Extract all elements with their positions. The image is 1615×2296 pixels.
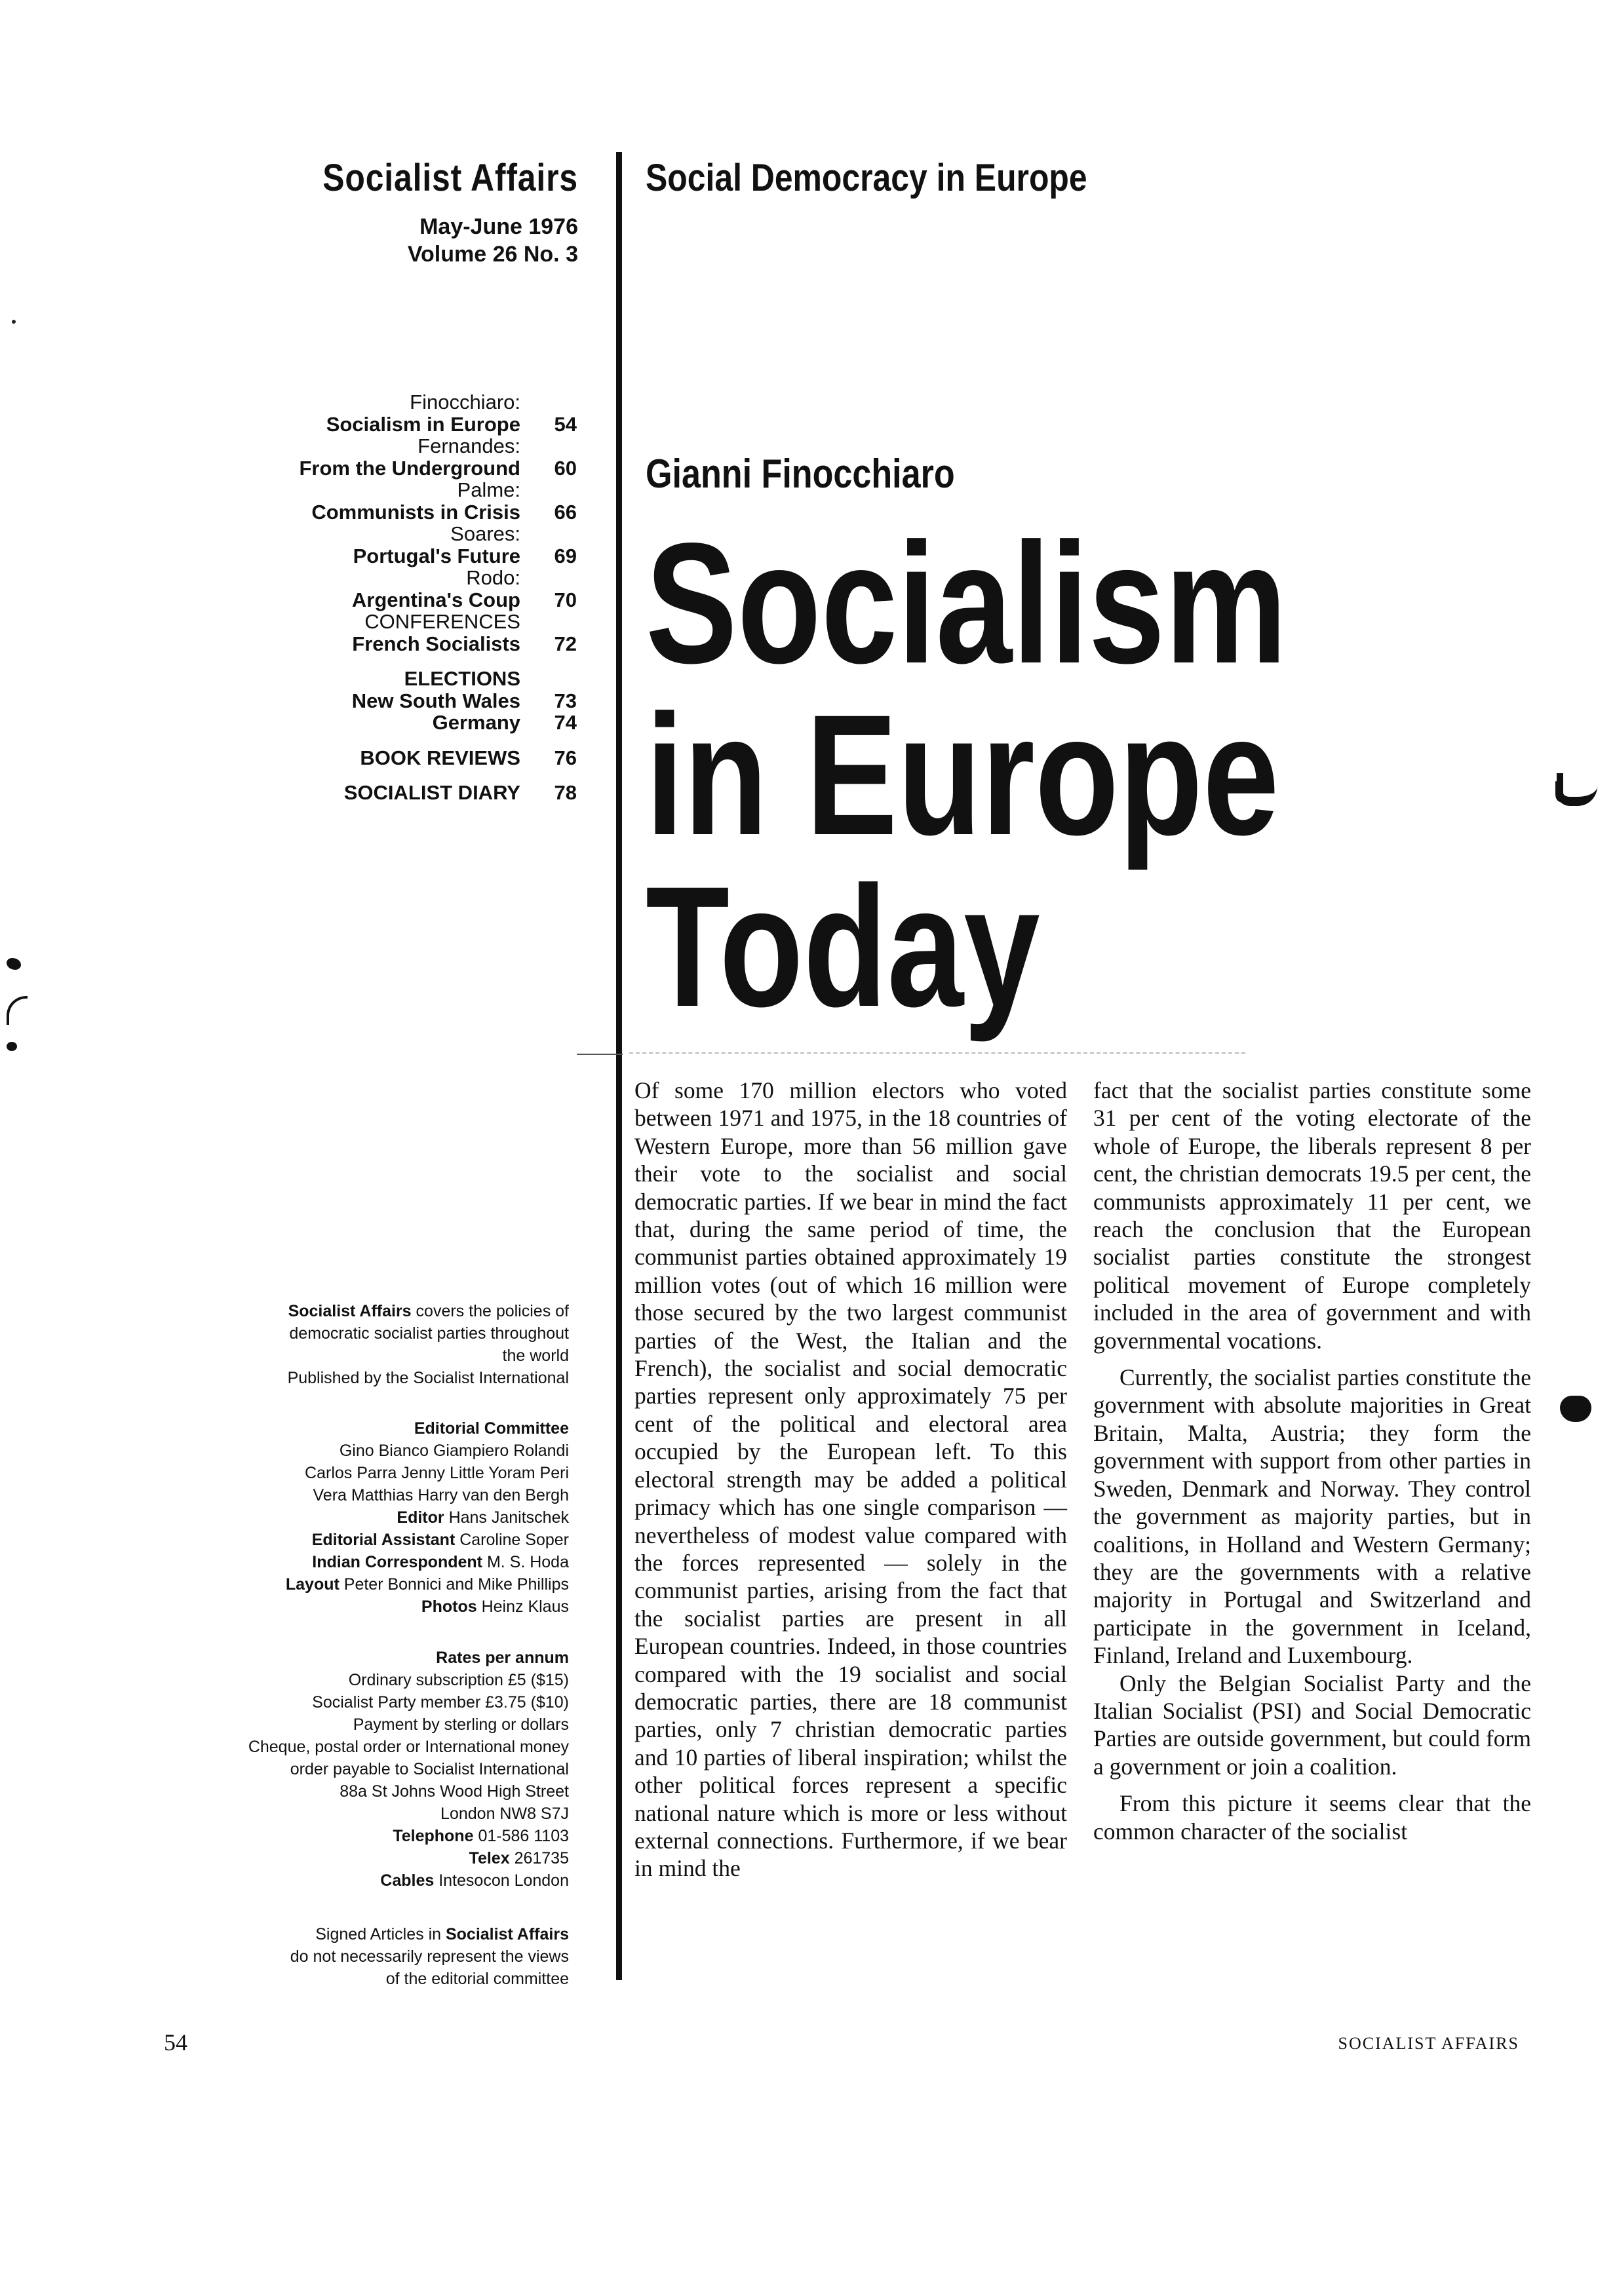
toc-entry[interactable]: Communists in Crisis 66	[311, 500, 577, 524]
toc-entry[interactable]: From the Underground 60	[299, 456, 577, 480]
toc-author: Rodo:	[466, 566, 520, 589]
paragraph: fact that the socialist parties constitute some 31 per cent of the voting electorate of the whole of Europe, the liberals represent 8 per cent, the christian democrats 19.5 per cent, the communists approximately 11 per cent, we reach the conclusion that the European socialist parties constitute the strongest political movement of Europe completely included in the area of government and with governmental vocations.	[1093, 1077, 1531, 1354]
article-column-1	[634, 1077, 1067, 1883]
article-headline	[646, 507, 1287, 1043]
running-head: SOCIALIST AFFAIRS	[1338, 2034, 1519, 2053]
imprint-about: Socialist Affairs covers the policies of democratic socialist parties throughout the world Published by the Socialist International	[287, 1302, 569, 1387]
toc-entry[interactable]: New South Wales 73	[351, 689, 577, 712]
headline-line: in Europe	[646, 679, 1279, 871]
toc-entry[interactable]: Portugal's Future 69	[353, 544, 577, 567]
scan-mark	[12, 320, 16, 324]
article-author: Gianni Finocchiaro	[646, 451, 955, 497]
table-of-contents	[170, 391, 577, 804]
toc-entry-socialist-diary[interactable]: SOCIALIST DIARY 78	[343, 781, 577, 804]
issue-date: May-June 1976	[419, 214, 578, 239]
issue-info	[262, 213, 578, 268]
toc-heading-conferences: CONFERENCES	[364, 610, 520, 633]
scan-mark	[7, 1042, 17, 1051]
toc-entry-book-reviews[interactable]: BOOK REVIEWS 76	[360, 746, 577, 769]
column-divider	[616, 152, 622, 1980]
toc-heading-elections: ELECTIONS	[404, 667, 520, 690]
paragraph: Of some 170 million electors who voted between 1971 and 1975, in the 18 countries of Western Europe, more than 56 million gave their vote to the socialist and social democratic parties. If we bear in mind the fact that, during the same period of time, the communist parties obtained approximately 19 million votes (out of which 16 million were those secured by the two largest communist parties of the West, the Italian and the French), the socialist and social democratic parties represent only approximately 75 per cent of the political and electoral area occupied by the European left. To this electoral strength may be added a political primacy which has one single comparison — nevertheless of modest value compared with the forces represented — solely in the communist parties, arising from the fact that the socialist parties are present in all European countries. Indeed, in those countries compared with the 19 socialist and social democratic parties, there are 18 communist parties, only 7 christian democratic parties and 10 parties of liberal inspiration; whilst the other political forces represent a specific national nature which is more or less without external connections. Furthermore, if we bear in mind the	[634, 1077, 1067, 1882]
horizontal-rule	[577, 1054, 623, 1055]
headline-line: Socialism	[646, 507, 1287, 699]
dashed-rule	[629, 1052, 1245, 1056]
paragraph: Only the Belgian Socialist Party and the Italian Socialist (PSI) and Social Democratic Parties are outside government, but could form a government or join a coalition.	[1093, 1670, 1531, 1780]
paragraph: Currently, the socialist parties constitute the government with absolute majorities in Great Britain, Malta, Austria; they form the government with support from other parties in Sweden, Denmark and Norway. They control the government as majority parties, but in coalitions, in Holland and Western Germany; they are the governments with a relative majority in Portugal and Switzerland and participate in the government in Iceland, Finland, Ireland and Luxembourg.	[1093, 1364, 1531, 1669]
scan-mark	[7, 958, 21, 970]
scan-mark	[1557, 773, 1597, 806]
paragraph: From this picture it seems clear that the common character of the socialist	[1093, 1790, 1531, 1845]
section-title: Social Democracy in Europe	[646, 157, 1087, 199]
toc-entry[interactable]: Socialism in Europe 54	[326, 412, 577, 436]
toc-entry[interactable]: French Socialists 72	[352, 632, 577, 655]
page-number: 54	[164, 2029, 187, 2056]
toc-author: Finocchiaro:	[410, 391, 520, 413]
issue-volume: Volume 26 No. 3	[407, 242, 578, 267]
scan-mark: ɩ	[1552, 767, 1570, 813]
disclaimer: Signed Articles in Socialist Affairs do not necessarily represent the views of the editorial committee	[290, 1925, 569, 1988]
magazine-title: Socialist Affairs	[322, 157, 578, 199]
toc-entry[interactable]: Argentina's Coup 70	[351, 588, 577, 611]
editorial-committee: Editorial Committee Gino Bianco Giampiero Rolandi Carlos Parra Jenny Little Yoram Peri Vera Matthias Harry van den Bergh Editor Hans Janitschek Editorial Assistant Caroline Soper Indian Correspondent M. S. Hoda Layout Peter Bonnici and Mike Phillips Photos Heinz Klaus	[285, 1419, 569, 1616]
toc-author: Palme:	[457, 478, 520, 501]
scan-mark	[7, 996, 28, 1025]
article-column-2	[1093, 1077, 1531, 1845]
headline-line: Today	[646, 851, 1040, 1043]
subscription-rates: Rates per annum Ordinary subscription £5 ($15) Socialist Party member £3.75 ($10) Payment by sterling or dollars Cheque, postal order or International money order payable to Socialist International 88a St Johns Wood High Street London NW8 S7J Telephone 01-586 1103 Telex 261735 Cables Intesocon London	[248, 1649, 569, 1890]
scan-mark	[1560, 1396, 1591, 1422]
toc-author: Fernandes:	[418, 434, 520, 457]
toc-entry[interactable]: Germany 74	[432, 711, 577, 734]
toc-author: Soares:	[450, 522, 520, 545]
